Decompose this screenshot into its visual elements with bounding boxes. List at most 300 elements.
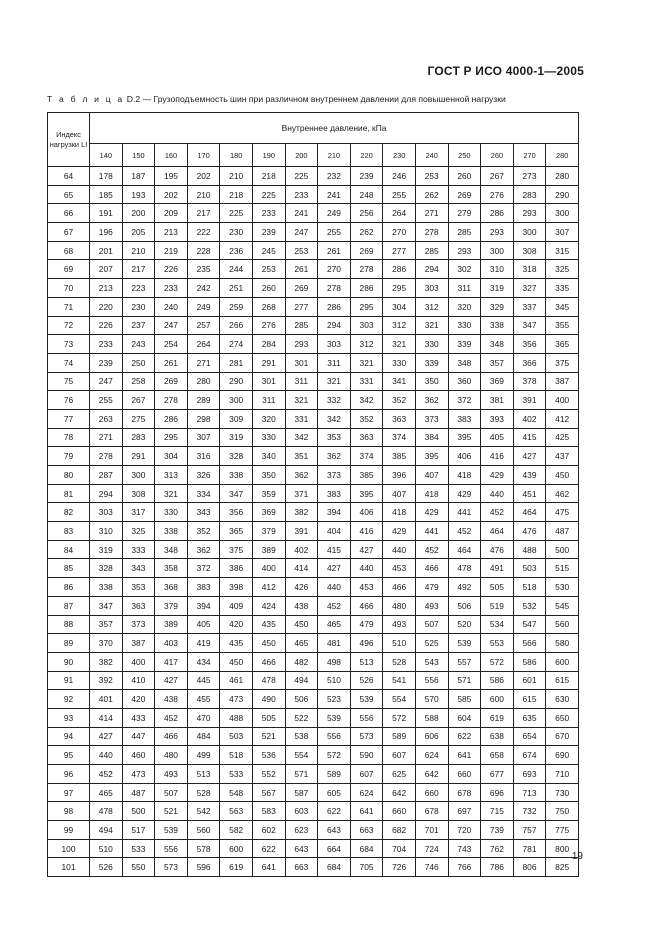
- load-capacity-cell: 237: [122, 316, 155, 335]
- load-capacity-cell: 278: [350, 260, 383, 279]
- load-capacity-cell: 325: [122, 522, 155, 541]
- load-capacity-cell: 256: [350, 204, 383, 223]
- load-capacity-cell: 348: [448, 353, 481, 372]
- load-capacity-cell: 464: [481, 522, 514, 541]
- load-capacity-cell: 526: [90, 858, 123, 877]
- load-capacity-cell: 321: [155, 484, 188, 503]
- load-capacity-cell: 415: [513, 428, 546, 447]
- table-caption: [47, 94, 506, 104]
- load-capacity-cell: 507: [415, 615, 448, 634]
- load-capacity-cell: 732: [513, 802, 546, 821]
- load-capacity-cell: 563: [220, 802, 253, 821]
- load-capacity-cell: 435: [252, 615, 285, 634]
- load-capacity-cell: 330: [252, 428, 285, 447]
- load-capacity-cell: 418: [383, 503, 416, 522]
- load-capacity-cell: 392: [90, 671, 123, 690]
- load-capacity-cell: 542: [187, 802, 220, 821]
- load-capacity-cell: 420: [220, 615, 253, 634]
- load-capacity-cell: 547: [513, 615, 546, 634]
- load-capacity-cell: 623: [285, 821, 318, 840]
- load-capacity-cell: 287: [90, 466, 123, 485]
- load-capacity-cell: 410: [122, 671, 155, 690]
- load-capacity-cell: 625: [383, 765, 416, 784]
- load-capacity-cell: 232: [318, 167, 351, 186]
- load-capacity-cell: 606: [415, 727, 448, 746]
- load-capacity-cell: 704: [383, 839, 416, 858]
- load-capacity-cell: 362: [318, 447, 351, 466]
- load-capacity-cell: 806: [513, 858, 546, 877]
- load-capacity-cell: 622: [318, 802, 351, 821]
- load-capacity-cell: 560: [187, 821, 220, 840]
- load-capacity-cell: 461: [220, 671, 253, 690]
- load-index-cell: 98: [48, 802, 90, 821]
- load-capacity-cell: 207: [90, 260, 123, 279]
- load-capacity-cell: 452: [90, 765, 123, 784]
- load-capacity-cell: 220: [90, 297, 123, 316]
- load-capacity-cell: 720: [448, 821, 481, 840]
- load-index-cell: 66: [48, 204, 90, 223]
- load-capacity-cell: 630: [546, 690, 579, 709]
- load-capacity-cell: 503: [513, 559, 546, 578]
- table-row: [48, 783, 579, 802]
- load-capacity-cell: 345: [546, 297, 579, 316]
- load-capacity-cell: 191: [90, 204, 123, 223]
- load-capacity-cell: 348: [155, 540, 188, 559]
- load-capacity-cell: 481: [318, 634, 351, 653]
- load-capacity-cell: 604: [448, 708, 481, 727]
- load-capacity-cell: 590: [350, 746, 383, 765]
- load-capacity-cell: 713: [513, 783, 546, 802]
- table-row: [48, 297, 579, 316]
- load-capacity-cell: 391: [285, 522, 318, 541]
- load-capacity-cell: 453: [350, 578, 383, 597]
- load-capacity-cell: 528: [383, 652, 416, 671]
- load-capacity-cell: 487: [546, 522, 579, 541]
- load-capacity-cell: 303: [415, 279, 448, 298]
- load-capacity-cell: 247: [285, 223, 318, 242]
- load-capacity-cell: 398: [220, 578, 253, 597]
- load-capacity-cell: 269: [448, 185, 481, 204]
- load-capacity-cell: 503: [220, 727, 253, 746]
- load-capacity-cell: 701: [415, 821, 448, 840]
- load-capacity-cell: 347: [220, 484, 253, 503]
- load-capacity-cell: 250: [122, 353, 155, 372]
- pressure-value-header: 220: [350, 144, 383, 167]
- load-capacity-cell: 311: [448, 279, 481, 298]
- load-capacity-cell: 743: [448, 839, 481, 858]
- load-capacity-cell: 385: [350, 466, 383, 485]
- load-capacity-cell: 326: [187, 466, 220, 485]
- load-capacity-cell: 492: [448, 578, 481, 597]
- table-row: [48, 391, 579, 410]
- load-capacity-cell: 572: [383, 708, 416, 727]
- load-capacity-cell: 303: [90, 503, 123, 522]
- load-capacity-cell: 682: [383, 821, 416, 840]
- load-capacity-cell: 635: [513, 708, 546, 727]
- load-capacity-cell: 556: [318, 727, 351, 746]
- load-capacity-cell: 400: [252, 559, 285, 578]
- load-capacity-cell: 370: [90, 634, 123, 653]
- load-capacity-cell: 505: [252, 708, 285, 727]
- load-capacity-cell: 557: [448, 652, 481, 671]
- load-capacity-cell: 466: [350, 596, 383, 615]
- load-capacity-cell: 534: [481, 615, 514, 634]
- load-capacity-cell: 600: [546, 652, 579, 671]
- load-capacity-cell: 585: [448, 690, 481, 709]
- load-capacity-cell: 316: [187, 447, 220, 466]
- load-index-cell: 86: [48, 578, 90, 597]
- load-index-header: Индекс нагрузки LI: [48, 113, 90, 167]
- load-capacity-cell: 677: [481, 765, 514, 784]
- load-capacity-cell: 330: [448, 316, 481, 335]
- load-capacity-cell: 513: [187, 765, 220, 784]
- load-capacity-cell: 255: [383, 185, 416, 204]
- load-capacity-cell: 419: [187, 634, 220, 653]
- load-capacity-cell: 286: [350, 279, 383, 298]
- table-caption-prefix: Т а б л и ц а: [47, 94, 125, 104]
- load-capacity-cell: 338: [155, 522, 188, 541]
- load-index-cell: 97: [48, 783, 90, 802]
- load-index-cell: 92: [48, 690, 90, 709]
- load-capacity-cell: 539: [155, 821, 188, 840]
- load-capacity-cell: 248: [350, 185, 383, 204]
- load-capacity-cell: 373: [122, 615, 155, 634]
- load-capacity-cell: 440: [383, 540, 416, 559]
- load-capacity-cell: 266: [220, 316, 253, 335]
- load-index-cell: 89: [48, 634, 90, 653]
- load-capacity-cell: 825: [546, 858, 579, 877]
- pressure-value-header: 280: [546, 144, 579, 167]
- load-capacity-cell: 366: [513, 353, 546, 372]
- load-capacity-cell: 567: [252, 783, 285, 802]
- load-capacity-cell: 493: [415, 596, 448, 615]
- load-capacity-cell: 678: [448, 783, 481, 802]
- load-capacity-cell: 357: [90, 615, 123, 634]
- load-capacity-cell: 418: [415, 484, 448, 503]
- load-capacity-cell: 556: [155, 839, 188, 858]
- load-capacity-cell: 470: [187, 708, 220, 727]
- load-capacity-cell: 312: [350, 335, 383, 354]
- load-capacity-cell: 435: [220, 634, 253, 653]
- table-row: [48, 260, 579, 279]
- load-capacity-cell: 464: [448, 540, 481, 559]
- load-capacity-cell: 445: [187, 671, 220, 690]
- load-capacity-cell: 350: [252, 466, 285, 485]
- load-capacity-cell: 766: [448, 858, 481, 877]
- load-capacity-cell: 482: [285, 652, 318, 671]
- load-capacity-cell: 271: [90, 428, 123, 447]
- load-capacity-cell: 249: [318, 204, 351, 223]
- load-capacity-cell: 289: [187, 391, 220, 410]
- load-capacity-cell: 484: [187, 727, 220, 746]
- load-capacity-cell: 526: [350, 671, 383, 690]
- load-capacity-cell: 494: [285, 671, 318, 690]
- load-capacity-cell: 775: [546, 821, 579, 840]
- load-capacity-cell: 664: [318, 839, 351, 858]
- load-capacity-cell: 642: [415, 765, 448, 784]
- table-header-row: [48, 113, 579, 144]
- load-capacity-cell: 518: [513, 578, 546, 597]
- load-capacity-cell: 271: [415, 204, 448, 223]
- load-capacity-cell: 521: [252, 727, 285, 746]
- load-capacity-cell: 417: [155, 652, 188, 671]
- load-index-cell: 99: [48, 821, 90, 840]
- load-capacity-cell: 490: [252, 690, 285, 709]
- load-index-cell: 81: [48, 484, 90, 503]
- load-capacity-cell: 319: [220, 428, 253, 447]
- load-capacity-cell: 452: [155, 708, 188, 727]
- load-capacity-cell: 460: [122, 746, 155, 765]
- load-capacity-cell: 600: [481, 690, 514, 709]
- load-capacity-cell: 303: [318, 335, 351, 354]
- pressure-value-header: 160: [155, 144, 188, 167]
- load-capacity-cell: 374: [383, 428, 416, 447]
- load-capacity-cell: 403: [155, 634, 188, 653]
- load-capacity-cell: 262: [415, 185, 448, 204]
- load-capacity-cell: 545: [546, 596, 579, 615]
- load-capacity-cell: 383: [187, 578, 220, 597]
- load-capacity-cell: 660: [448, 765, 481, 784]
- load-capacity-cell: 318: [513, 260, 546, 279]
- table-row: [48, 634, 579, 653]
- load-capacity-cell: 382: [285, 503, 318, 522]
- load-capacity-cell: 602: [252, 821, 285, 840]
- load-capacity-cell: 178: [90, 167, 123, 186]
- pressure-values-row: [48, 144, 579, 167]
- load-capacity-cell: 424: [252, 596, 285, 615]
- load-capacity-cell: 476: [481, 540, 514, 559]
- load-capacity-cell: 311: [318, 353, 351, 372]
- pressure-value-header: 200: [285, 144, 318, 167]
- load-capacity-cell: 281: [220, 353, 253, 372]
- load-capacity-cell: 363: [122, 596, 155, 615]
- load-capacity-cell: 493: [155, 765, 188, 784]
- load-capacity-cell: 384: [415, 428, 448, 447]
- load-capacity-cell: 607: [350, 765, 383, 784]
- load-capacity-cell: 321: [383, 335, 416, 354]
- load-capacity-cell: 185: [90, 185, 123, 204]
- load-capacity-cell: 674: [513, 746, 546, 765]
- load-capacity-cell: 307: [187, 428, 220, 447]
- load-capacity-cell: 338: [481, 316, 514, 335]
- load-capacity-cell: 300: [481, 241, 514, 260]
- load-capacity-cell: 479: [350, 615, 383, 634]
- load-capacity-cell: 427: [318, 559, 351, 578]
- load-capacity-cell: 312: [383, 316, 416, 335]
- load-capacity-cell: 660: [415, 783, 448, 802]
- load-capacity-cell: 295: [350, 297, 383, 316]
- load-capacity-cell: 210: [220, 167, 253, 186]
- load-capacity-cell: 643: [318, 821, 351, 840]
- load-capacity-cell: 580: [546, 634, 579, 653]
- load-capacity-cell: 330: [415, 335, 448, 354]
- load-capacity-cell: 362: [285, 466, 318, 485]
- load-capacity-cell: 301: [252, 372, 285, 391]
- load-capacity-cell: 600: [220, 839, 253, 858]
- load-capacity-cell: 400: [546, 391, 579, 410]
- load-capacity-cell: 757: [513, 821, 546, 840]
- load-capacity-cell: 300: [220, 391, 253, 410]
- load-capacity-cell: 452: [481, 503, 514, 522]
- load-capacity-cell: 406: [350, 503, 383, 522]
- load-capacity-cell: 650: [546, 708, 579, 727]
- load-capacity-cell: 437: [546, 447, 579, 466]
- load-capacity-cell: 359: [252, 484, 285, 503]
- load-capacity-cell: 304: [383, 297, 416, 316]
- load-capacity-cell: 670: [546, 727, 579, 746]
- load-capacity-cell: 291: [122, 447, 155, 466]
- load-index-cell: 87: [48, 596, 90, 615]
- load-capacity-cell: 270: [383, 223, 416, 242]
- load-capacity-cell: 261: [318, 241, 351, 260]
- load-capacity-cell: 356: [513, 335, 546, 354]
- load-capacity-table: [47, 112, 579, 877]
- load-capacity-cell: 255: [318, 223, 351, 242]
- load-capacity-cell: 244: [220, 260, 253, 279]
- table-row: [48, 821, 579, 840]
- load-capacity-cell: 260: [252, 279, 285, 298]
- load-capacity-cell: 387: [122, 634, 155, 653]
- page-number: 19: [571, 851, 583, 862]
- load-capacity-cell: 450: [220, 652, 253, 671]
- load-capacity-cell: 335: [546, 279, 579, 298]
- load-capacity-cell: 510: [90, 839, 123, 858]
- load-capacity-cell: 405: [481, 428, 514, 447]
- load-capacity-cell: 225: [285, 167, 318, 186]
- load-capacity-cell: 800: [546, 839, 579, 858]
- load-capacity-cell: 278: [415, 223, 448, 242]
- load-capacity-cell: 291: [252, 353, 285, 372]
- load-index-cell: 78: [48, 428, 90, 447]
- load-capacity-cell: 315: [546, 241, 579, 260]
- load-capacity-cell: 331: [285, 409, 318, 428]
- load-capacity-cell: 342: [350, 391, 383, 410]
- table-row: [48, 578, 579, 597]
- table-row: [48, 335, 579, 354]
- load-index-cell: 80: [48, 466, 90, 485]
- load-capacity-cell: 360: [448, 372, 481, 391]
- load-capacity-cell: 730: [546, 783, 579, 802]
- load-capacity-cell: 246: [383, 167, 416, 186]
- load-capacity-cell: 295: [155, 428, 188, 447]
- load-capacity-cell: 615: [546, 671, 579, 690]
- load-capacity-cell: 539: [350, 690, 383, 709]
- load-capacity-cell: 572: [481, 652, 514, 671]
- load-index-cell: 73: [48, 335, 90, 354]
- table-row: [48, 727, 579, 746]
- load-capacity-cell: 498: [318, 652, 351, 671]
- load-capacity-cell: 363: [383, 409, 416, 428]
- load-capacity-cell: 233: [90, 335, 123, 354]
- load-index-cell: 85: [48, 559, 90, 578]
- load-capacity-cell: 331: [350, 372, 383, 391]
- load-capacity-cell: 548: [220, 783, 253, 802]
- load-capacity-cell: 286: [383, 260, 416, 279]
- load-capacity-cell: 541: [383, 671, 416, 690]
- load-capacity-cell: 705: [350, 858, 383, 877]
- load-capacity-cell: 465: [90, 783, 123, 802]
- load-capacity-cell: 276: [252, 316, 285, 335]
- load-capacity-cell: 343: [122, 559, 155, 578]
- table-body: [48, 167, 579, 877]
- load-capacity-cell: 202: [187, 167, 220, 186]
- load-capacity-cell: 684: [350, 839, 383, 858]
- load-capacity-cell: 187: [122, 167, 155, 186]
- load-capacity-cell: 619: [220, 858, 253, 877]
- load-capacity-cell: 440: [350, 559, 383, 578]
- load-capacity-cell: 233: [155, 279, 188, 298]
- load-index-cell: 70: [48, 279, 90, 298]
- load-capacity-cell: 395: [415, 447, 448, 466]
- load-capacity-cell: 319: [481, 279, 514, 298]
- load-capacity-cell: 293: [448, 241, 481, 260]
- load-capacity-cell: 505: [481, 578, 514, 597]
- load-capacity-cell: 290: [220, 372, 253, 391]
- load-capacity-cell: 395: [350, 484, 383, 503]
- load-capacity-cell: 295: [383, 279, 416, 298]
- load-capacity-cell: 389: [252, 540, 285, 559]
- load-capacity-cell: 245: [252, 241, 285, 260]
- load-capacity-cell: 409: [220, 596, 253, 615]
- load-capacity-cell: 500: [546, 540, 579, 559]
- load-capacity-cell: 362: [187, 540, 220, 559]
- load-capacity-cell: 210: [187, 185, 220, 204]
- table-row: [48, 802, 579, 821]
- load-capacity-cell: 429: [415, 503, 448, 522]
- load-capacity-cell: 223: [122, 279, 155, 298]
- load-capacity-cell: 513: [350, 652, 383, 671]
- load-capacity-cell: 225: [220, 204, 253, 223]
- load-capacity-cell: 285: [415, 241, 448, 260]
- load-capacity-cell: 746: [415, 858, 448, 877]
- load-capacity-cell: 525: [415, 634, 448, 653]
- load-capacity-cell: 414: [285, 559, 318, 578]
- load-capacity-cell: 263: [90, 409, 123, 428]
- load-capacity-cell: 330: [383, 353, 416, 372]
- table-row: [48, 428, 579, 447]
- load-capacity-cell: 412: [252, 578, 285, 597]
- table-row: [48, 746, 579, 765]
- table-row: [48, 596, 579, 615]
- load-capacity-cell: 429: [383, 522, 416, 541]
- load-capacity-cell: 573: [350, 727, 383, 746]
- load-capacity-cell: 412: [546, 409, 579, 428]
- load-capacity-cell: 615: [513, 690, 546, 709]
- load-capacity-cell: 269: [155, 372, 188, 391]
- load-capacity-cell: 588: [415, 708, 448, 727]
- load-capacity-cell: 478: [252, 671, 285, 690]
- load-capacity-cell: 510: [318, 671, 351, 690]
- load-capacity-cell: 473: [122, 765, 155, 784]
- load-capacity-cell: 450: [252, 634, 285, 653]
- load-capacity-cell: 438: [155, 690, 188, 709]
- load-capacity-cell: 303: [350, 316, 383, 335]
- load-capacity-cell: 271: [187, 353, 220, 372]
- load-capacity-cell: 556: [415, 671, 448, 690]
- load-capacity-cell: 268: [252, 297, 285, 316]
- load-capacity-cell: 196: [90, 223, 123, 242]
- load-capacity-cell: 578: [187, 839, 220, 858]
- load-capacity-cell: 466: [415, 559, 448, 578]
- load-capacity-cell: 475: [546, 503, 579, 522]
- load-capacity-cell: 313: [155, 466, 188, 485]
- load-capacity-cell: 603: [285, 802, 318, 821]
- load-capacity-cell: 372: [187, 559, 220, 578]
- load-capacity-cell: 270: [318, 260, 351, 279]
- load-capacity-cell: 440: [318, 578, 351, 597]
- load-capacity-cell: 586: [481, 671, 514, 690]
- load-capacity-cell: 528: [187, 783, 220, 802]
